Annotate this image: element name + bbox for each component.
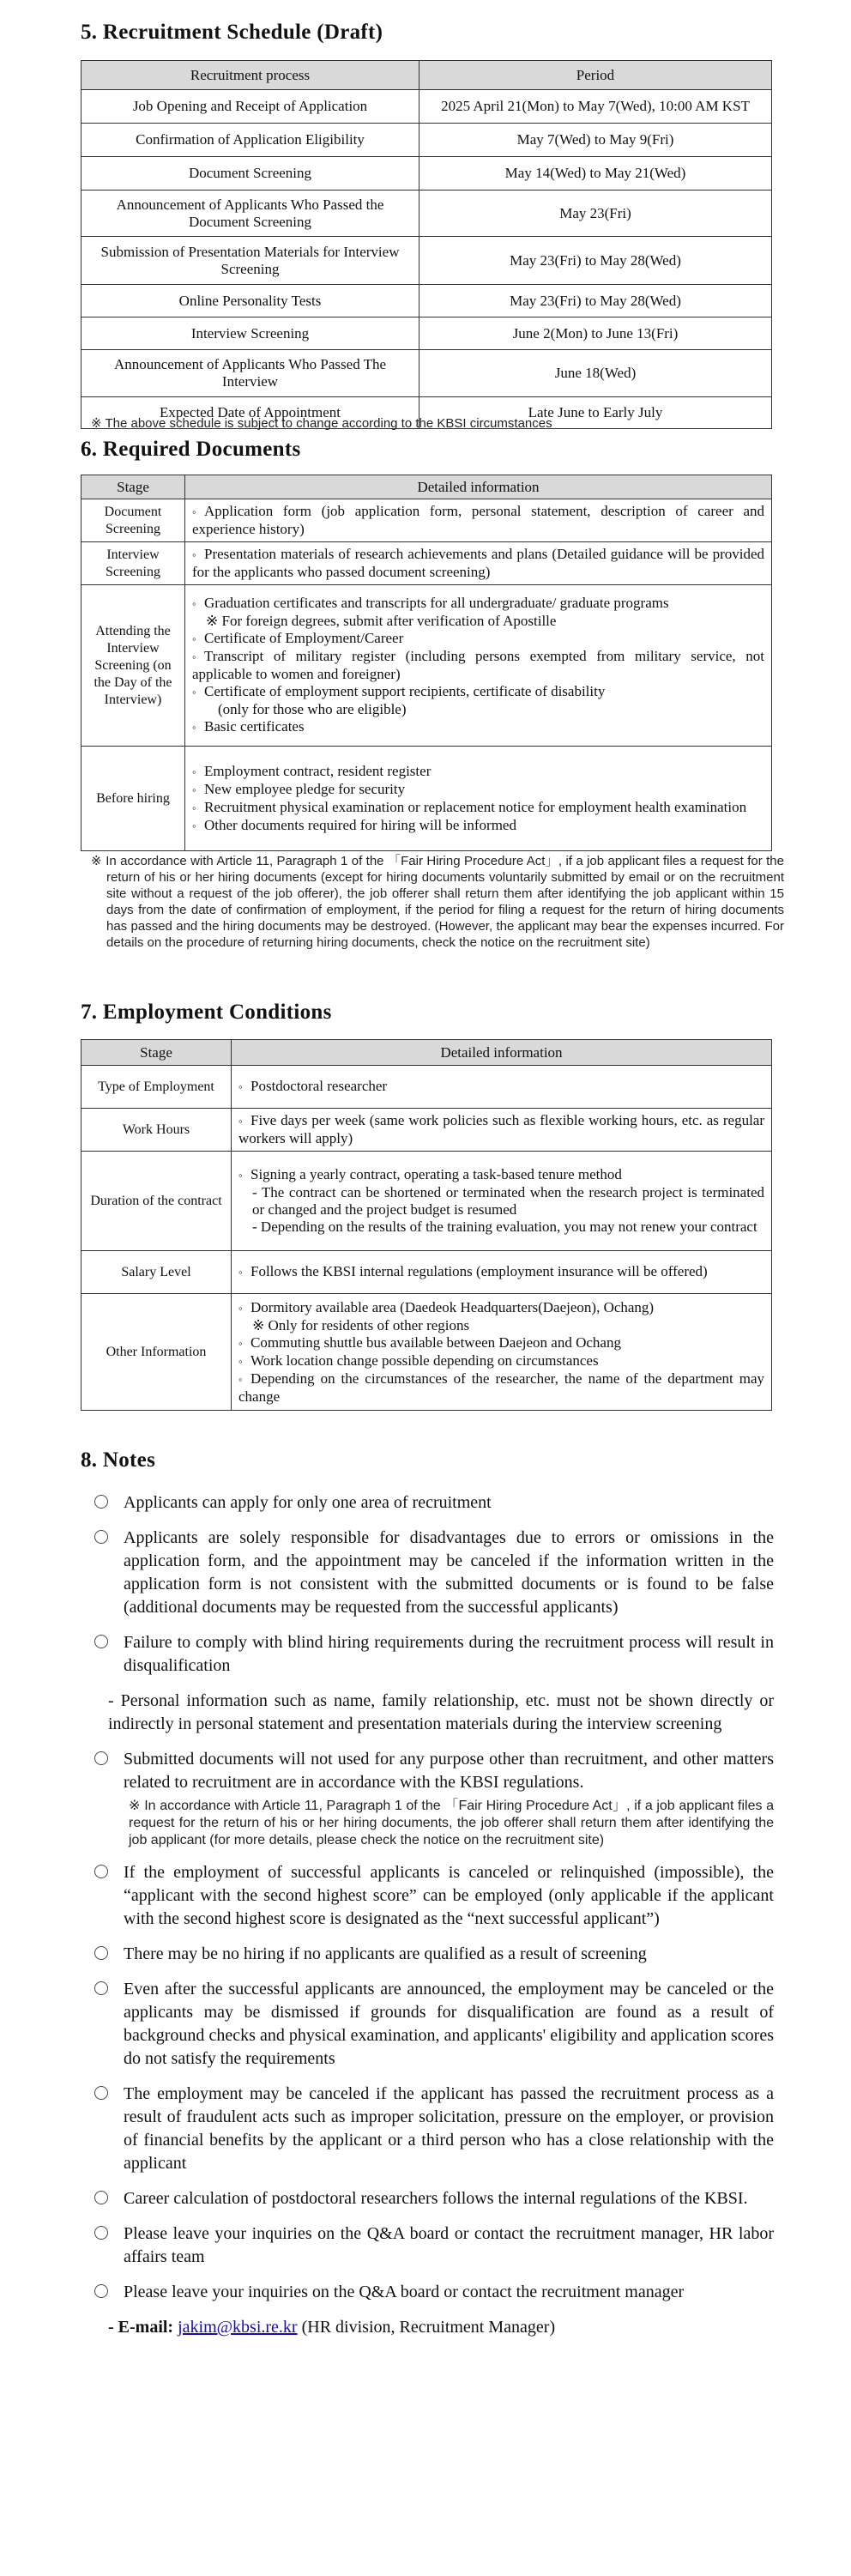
- documents-item: ◦ Application form (job application form, personal statement, description of career and experience history): [192, 503, 764, 538]
- note-text: Please leave your inquiries on the Q&A board or contact the recruitment manager: [124, 2283, 685, 2301]
- radio-circle-icon: [94, 1946, 108, 1960]
- section-6-title: 6. Required Documents: [81, 438, 301, 461]
- blind-hiring-subnote: - Personal information such as name, family relationship, etc. must not be shown directly or indirectly in personal statement and presentation materials during the interview screening: [108, 1691, 774, 1733]
- radio-circle-icon: [94, 1495, 108, 1509]
- schedule-period: June 2(Mon) to June 13(Fri): [419, 317, 772, 350]
- conditions-stage: Duration of the contract: [81, 1152, 232, 1251]
- schedule-period: Late June to Early July: [419, 397, 772, 429]
- email-label: - E-mail:: [108, 2318, 174, 2337]
- radio-circle-icon: [94, 2191, 108, 2204]
- conditions-item: ◦ Five days per week (same work policies such as flexible working hours, etc. as regular workers will apply): [238, 1112, 764, 1147]
- documents-item: ◦ Certificate of Employment/Career: [192, 630, 764, 648]
- section-8-title: 8. Notes: [81, 1448, 156, 1472]
- note-text: Career calculation of postdoctoral researchers follows the internal regulations of the KBSI.: [124, 2189, 748, 2208]
- documents-item: (only for those who are eligible): [218, 701, 407, 717]
- conditions-item: ◦ Follows the KBSI internal regulations (employment insurance will be offered): [238, 1263, 764, 1281]
- documents-item: ◦ Recruitment physical examination or replacement notice for employment health examination: [192, 799, 764, 817]
- email-suffix: (HR division, Recruitment Manager): [301, 2318, 556, 2337]
- radio-circle-icon: [94, 2086, 108, 2100]
- email-line: [94, 2316, 774, 2339]
- schedule-table: [81, 60, 772, 429]
- documents-header-stage: Stage: [81, 475, 185, 499]
- conditions-item: ◦ Depending on the circumstances of the researcher, the name of the department may change: [238, 1370, 764, 1406]
- note-item: [94, 1943, 774, 1966]
- note-text: Even after the successful applicants are announced, the employment may be canceled or the applicants may be dismissed if grounds for disqualification are found as a result of background checks and physical examination, and applicants' eligibility and application scores do not satisfy the requirements: [124, 1980, 774, 2068]
- conditions-stage: Salary Level: [81, 1251, 232, 1294]
- schedule-process: Interview Screening: [81, 317, 419, 350]
- note-item: [94, 2083, 774, 2175]
- schedule-period: May 14(Wed) to May 21(Wed): [419, 157, 772, 190]
- documents-item: ◦ Certificate of employment support recipients, certificate of disability: [192, 683, 764, 701]
- note-item: [94, 1748, 774, 1794]
- conditions-item: ◦ Commuting shuttle bus available between Daejeon and Ochang: [238, 1334, 764, 1352]
- schedule-period: May 23(Fri) to May 28(Wed): [419, 237, 772, 285]
- documents-item: ◦ Other documents required for hiring will be informed: [192, 817, 764, 835]
- schedule-note: ※ The above schedule is subject to change according to the KBSI circumstances: [91, 416, 552, 431]
- note-item: [94, 1527, 774, 1619]
- hiring-docs-subnote: ※ In accordance with Article 11, Paragraph 1 of the 「Fair Hiring Procedure Act」, if a job applicant files a request for the return of his or her hiring documents, the job offerer shall return them after identifying the job applicant (for more details, please check the notice on the recruitment site): [129, 1799, 774, 1847]
- schedule-process: Document Screening: [81, 157, 419, 190]
- radio-circle-icon: [94, 1635, 108, 1648]
- conditions-item: ◦ Signing a yearly contract, operating a task-based tenure method: [238, 1166, 764, 1184]
- conditions-header-stage: Stage: [81, 1040, 232, 1066]
- radio-circle-icon: [94, 1530, 108, 1544]
- note-text: If the employment of successful applicants is canceled or relinquished (impossible), the “applicant with the second highest score” can be employed (only applicable if the applicant with the second highest score is designated as the “next successful applicant”): [124, 1863, 774, 1928]
- note-item: [94, 1491, 774, 1515]
- note-text: The employment may be canceled if the applicant has passed the recruitment process as a result of fraudulent acts such as improper solicitation, pressure on the employer, or provision of financial benefits by the applicant or a third person who has a close relationship with the applicant: [124, 2084, 774, 2173]
- schedule-period: May 7(Wed) to May 9(Fri): [419, 124, 772, 157]
- radio-circle-icon: [94, 1981, 108, 1995]
- radio-circle-icon: [94, 1751, 108, 1765]
- conditions-item: ◦ Postdoctoral researcher: [238, 1078, 764, 1096]
- documents-item: ◦ New employee pledge for security: [192, 781, 764, 799]
- radio-circle-icon: [94, 2284, 108, 2298]
- schedule-process: Announcement of Applicants Who Passed the Document Screening: [81, 190, 419, 237]
- note-item: [94, 1631, 774, 1678]
- conditions-stage: Work Hours: [81, 1109, 232, 1152]
- note-item: [94, 2222, 774, 2269]
- section-7-title: 7. Employment Conditions: [81, 1001, 332, 1024]
- note-text: Failure to comply with blind hiring requirements during the recruitment process will result in disqualification: [124, 1633, 774, 1675]
- note-text: Submitted documents will not used for any purpose other than recruitment, and other matters related to recruitment are in accordance with the KBSI regulations.: [124, 1750, 774, 1792]
- note-text: Please leave your inquiries on the Q&A board or contact the recruitment manager, HR labor affairs team: [124, 2224, 774, 2266]
- documents-item: ※ For foreign degrees, submit after verification of Apostille: [206, 613, 557, 629]
- documents-stage: Before hiring: [81, 747, 185, 851]
- documents-item: ◦ Basic certificates: [192, 718, 764, 736]
- schedule-header-period: Period: [419, 61, 772, 90]
- schedule-period: June 18(Wed): [419, 350, 772, 397]
- documents-item: ◦ Transcript of military register (including persons exempted from military service, not applicable to women and foreigner): [192, 648, 764, 683]
- schedule-period: 2025 April 21(Mon) to May 7(Wed), 10:00 AM KST: [419, 90, 772, 124]
- conditions-item: ◦ Work location change possible depending on circumstances: [238, 1352, 764, 1370]
- documents-item: ◦ Graduation certificates and transcripts for all undergraduate/ graduate programs: [192, 595, 764, 613]
- note-text: Applicants can apply for only one area of recruitment: [124, 1493, 492, 1512]
- section-5-title: 5. Recruitment Schedule (Draft): [81, 21, 383, 44]
- schedule-period: May 23(Fri): [419, 190, 772, 237]
- documents-item: ◦ Presentation materials of research achievements and plans (Detailed guidance will be provided for the applicants who passed document screening): [192, 546, 764, 581]
- documents-stage: Interview Screening: [81, 542, 185, 585]
- conditions-header-detail: Detailed information: [232, 1040, 772, 1066]
- radio-circle-icon: [94, 1865, 108, 1878]
- conditions-stage: Type of Employment: [81, 1066, 232, 1109]
- documents-return-note: ※ In accordance with Article 11, Paragraph 1 of the 「Fair Hiring Procedure Act」, if a job applicant files a request for the return of his or her hiring documents (except for hiring documents voluntarily submitted by email or on the recruitment site without a request of the job offerer), the job offerer shall return them after identifying the job applicant within 15 days from the date of confirmation of employment, if the period for filing a request for the return of hiring documents has passed and the hiring documents may be destroyed. (However, the applicant may bear the expenses incurred. For details on the procedure of returning hiring documents, check the notice on the recruitment site): [91, 854, 784, 950]
- schedule-process: Confirmation of Application Eligibility: [81, 124, 419, 157]
- schedule-process: Online Personality Tests: [81, 285, 419, 317]
- schedule-header-process: Recruitment process: [81, 61, 419, 90]
- schedule-process: Expected Date of Appointment: [81, 397, 419, 429]
- schedule-process: Announcement of Applicants Who Passed The Interview: [81, 350, 419, 397]
- conditions-item: ◦ Dormitory available area (Daedeok Headquarters(Daejeon), Ochang): [238, 1299, 764, 1317]
- note-text: There may be no hiring if no applicants are qualified as a result of screening: [124, 1944, 647, 1963]
- note-item: [94, 1861, 774, 1931]
- conditions-table: [81, 1039, 772, 1411]
- note-item: [94, 2187, 774, 2210]
- notes-list: [94, 1491, 774, 2339]
- radio-circle-icon: [94, 2226, 108, 2240]
- documents-item: ◦ Employment contract, resident register: [192, 763, 764, 781]
- documents-stage: Attending the Interview Screening (on the Day of the Interview): [81, 585, 185, 747]
- conditions-item: - Depending on the results of the training evaluation, you may not renew your contract: [252, 1218, 757, 1235]
- note-item: [94, 2281, 774, 2304]
- conditions-item: ※ Only for residents of other regions: [252, 1316, 470, 1333]
- schedule-process: Job Opening and Receipt of Application: [81, 90, 419, 124]
- documents-stage: Document Screening: [81, 499, 185, 542]
- schedule-period: May 23(Fri) to May 28(Wed): [419, 285, 772, 317]
- note-text: Applicants are solely responsible for disadvantages due to errors or omissions in the application form, and the appointment may be canceled if the information written in the application form is not consistent with the submitted documents or is found to be false (additional documents may be requested from the successful applicants): [124, 1528, 774, 1617]
- documents-table: [81, 475, 772, 851]
- documents-header-detail: Detailed information: [185, 475, 772, 499]
- note-item: [94, 1978, 774, 2071]
- email-link[interactable]: jakim@kbsi.re.kr: [178, 2318, 298, 2337]
- schedule-process: Submission of Presentation Materials for Interview Screening: [81, 237, 419, 285]
- conditions-stage: Other Information: [81, 1294, 232, 1411]
- conditions-item: - The contract can be shortened or terminated when the research project is terminated or changed and the project budget is resumed: [252, 1184, 764, 1218]
